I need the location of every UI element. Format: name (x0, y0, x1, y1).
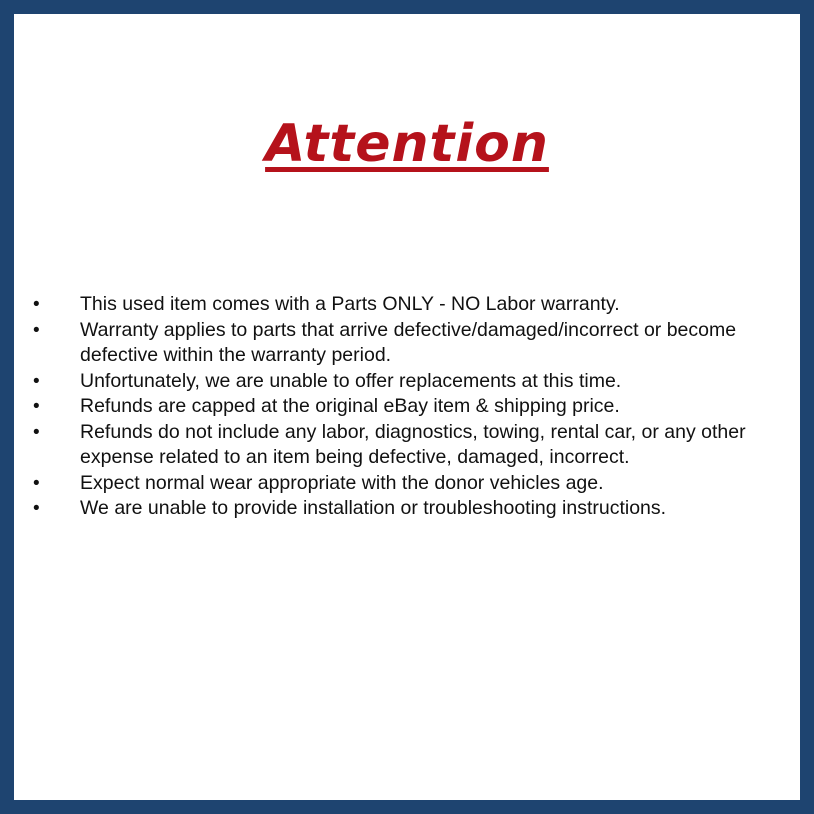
bullet-icon: • (33, 294, 40, 315)
bullet-icon: • (33, 370, 40, 392)
bullet-icon: • (33, 472, 40, 494)
list-item-text: Unfortunately, we are unable to offer replacements at this time. (80, 369, 622, 392)
list-item (28, 318, 770, 369)
list-item (28, 369, 770, 395)
list-item (28, 420, 770, 471)
list-item-text: Warranty applies to parts that arrive defective/damaged/incorrect or become defective within the warranty period. (80, 318, 737, 366)
bullet-icon: • (33, 319, 40, 341)
list-item (28, 292, 770, 318)
bullet-icon: • (33, 421, 40, 443)
list-item (28, 496, 770, 522)
policy-list (28, 292, 770, 522)
list-item-text: This used item comes with a Parts ONLY - NO Labor warranty. (80, 293, 620, 315)
list-item (28, 394, 770, 420)
list-item-text: We are unable to provide installation or troubleshooting instructions. (80, 497, 667, 519)
notice-card (14, 14, 800, 800)
list-item (28, 471, 770, 497)
page-title: Attention (265, 114, 549, 174)
list-item-text: Refunds do not include any labor, diagnostics, towing, rental car, or any other expense related to an item being defective, damaged, incorrect. (80, 420, 746, 468)
list-item-text: Expect normal wear appropriate with the donor vehicles age. (80, 471, 604, 494)
bullet-icon: • (33, 498, 40, 519)
list-item-text: Refunds are capped at the original eBay item & shipping price. (80, 395, 620, 417)
bullet-icon: • (33, 396, 40, 417)
